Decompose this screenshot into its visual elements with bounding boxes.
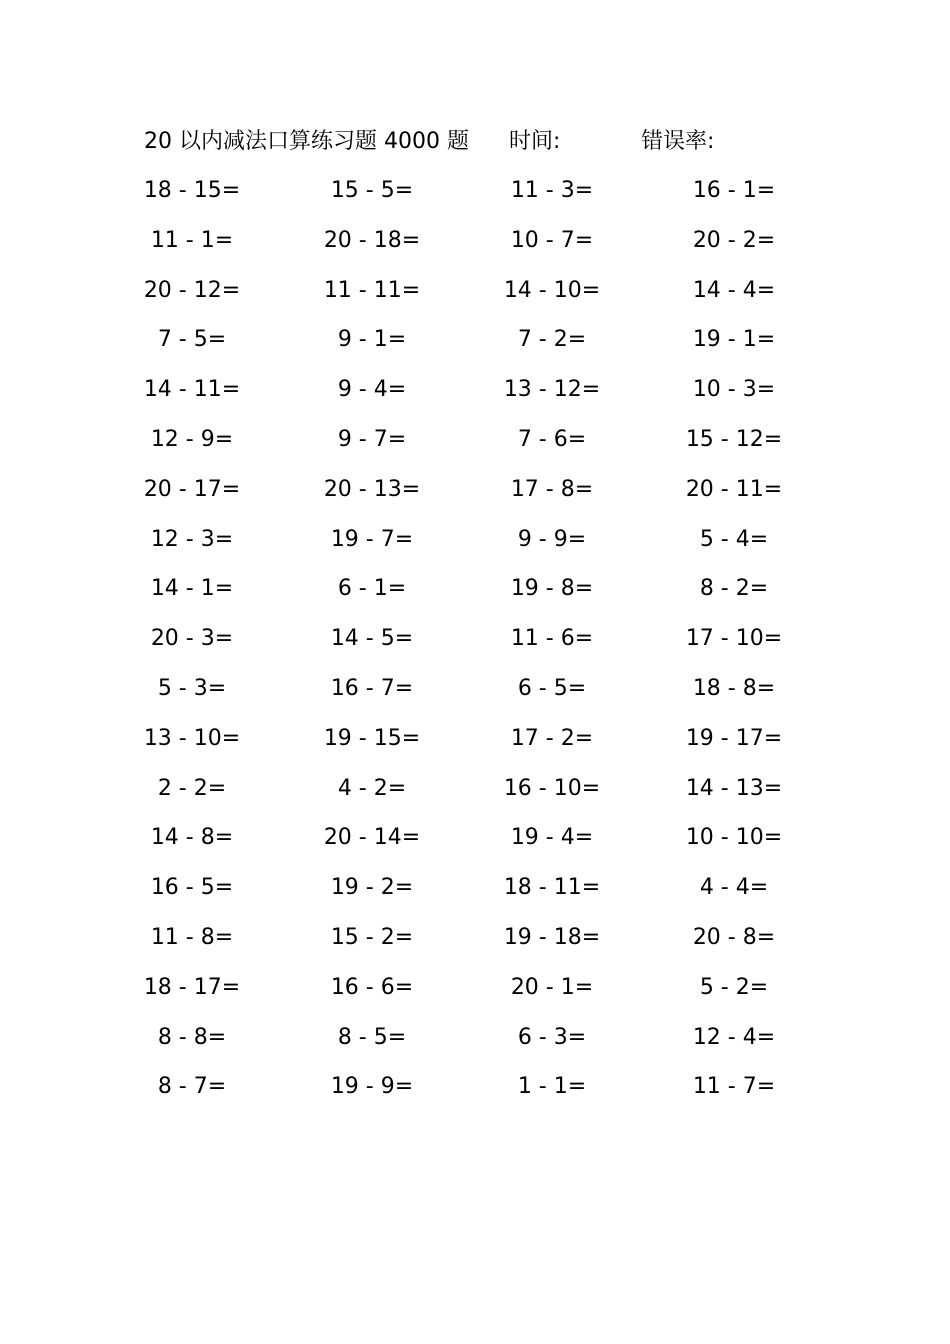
problem-row (0, 822, 950, 872)
problem-row (0, 1022, 950, 1072)
problem-row (0, 673, 950, 723)
subtraction-problem: 2 - 2= (157, 775, 227, 801)
subtraction-problem: 20 - 8= (692, 924, 776, 950)
subtraction-problem: 19 - 7= (330, 526, 414, 552)
problem-row (0, 872, 950, 922)
worksheet-title: 20 以内减法口算练习题 4000 题 (144, 129, 469, 154)
problem-row (0, 573, 950, 623)
subtraction-problem: 18 - 8= (692, 675, 776, 701)
subtraction-problem: 12 - 4= (692, 1024, 776, 1050)
subtraction-problem: 7 - 5= (157, 327, 227, 353)
subtraction-problem: 14 - 5= (330, 626, 414, 652)
problem-row (0, 474, 950, 524)
subtraction-problem: 20 - 3= (150, 626, 234, 652)
problem-row (0, 275, 950, 325)
subtraction-problem: 6 - 5= (517, 675, 587, 701)
subtraction-problem: 20 - 11= (685, 476, 783, 502)
subtraction-problem: 5 - 3= (157, 675, 227, 701)
problem-row (0, 225, 950, 275)
subtraction-problem: 4 - 4= (699, 875, 769, 901)
worksheet-header (144, 126, 784, 158)
subtraction-problem: 20 - 2= (692, 227, 776, 253)
subtraction-problem: 18 - 11= (503, 875, 601, 901)
subtraction-problem: 17 - 8= (510, 476, 594, 502)
subtraction-problem: 9 - 1= (337, 327, 407, 353)
subtraction-problem: 16 - 1= (692, 178, 776, 203)
subtraction-problem: 8 - 5= (337, 1024, 407, 1050)
subtraction-problem: 5 - 4= (699, 526, 769, 552)
subtraction-problem: 12 - 3= (150, 526, 234, 552)
subtraction-problem: 8 - 8= (157, 1024, 227, 1050)
subtraction-problem: 1 - 1= (517, 1074, 587, 1100)
subtraction-problem: 19 - 2= (330, 875, 414, 901)
time-label: 时间: (509, 129, 561, 154)
problem-row (0, 773, 950, 823)
subtraction-problem: 14 - 13= (685, 775, 783, 801)
problem-row (0, 524, 950, 574)
subtraction-problem: 19 - 9= (330, 1074, 414, 1100)
subtraction-problem: 9 - 9= (517, 526, 587, 552)
subtraction-problem: 14 - 11= (143, 377, 241, 403)
problem-row (0, 922, 950, 972)
problem-row (0, 1071, 950, 1121)
subtraction-problem: 17 - 10= (685, 626, 783, 652)
subtraction-problem: 14 - 1= (150, 576, 234, 602)
subtraction-problem: 11 - 3= (510, 178, 594, 203)
subtraction-problem: 19 - 17= (685, 725, 783, 751)
problem-row (0, 424, 950, 474)
subtraction-problem: 8 - 2= (699, 576, 769, 602)
subtraction-problem: 9 - 7= (337, 426, 407, 452)
subtraction-problem: 11 - 11= (323, 277, 421, 303)
subtraction-problem: 14 - 4= (692, 277, 776, 303)
subtraction-problem: 10 - 10= (685, 825, 783, 851)
subtraction-problem: 10 - 7= (510, 227, 594, 253)
subtraction-problem: 9 - 4= (337, 377, 407, 403)
subtraction-problem: 18 - 15= (143, 178, 241, 203)
problem-row (0, 623, 950, 673)
subtraction-problem: 17 - 2= (510, 725, 594, 751)
subtraction-problem: 15 - 2= (330, 924, 414, 950)
subtraction-problem: 6 - 1= (337, 576, 407, 602)
subtraction-problem: 11 - 8= (150, 924, 234, 950)
subtraction-problem: 12 - 9= (150, 426, 234, 452)
subtraction-problem: 19 - 8= (510, 576, 594, 602)
subtraction-problem: 15 - 5= (330, 178, 414, 203)
subtraction-problem: 16 - 5= (150, 875, 234, 901)
error-rate-label: 错误率: (641, 129, 715, 154)
subtraction-problem: 11 - 6= (510, 626, 594, 652)
subtraction-problem: 6 - 3= (517, 1024, 587, 1050)
subtraction-problem: 5 - 2= (699, 974, 769, 1000)
subtraction-problem: 19 - 18= (503, 924, 601, 950)
subtraction-problem: 16 - 10= (503, 775, 601, 801)
subtraction-problem: 14 - 8= (150, 825, 234, 851)
subtraction-problem: 19 - 4= (510, 825, 594, 851)
problem-row (0, 175, 950, 225)
subtraction-problem: 13 - 10= (143, 725, 241, 751)
problem-grid (0, 175, 950, 1121)
subtraction-problem: 13 - 12= (503, 377, 601, 403)
subtraction-problem: 11 - 1= (150, 227, 234, 253)
subtraction-problem: 20 - 1= (510, 974, 594, 1000)
subtraction-problem: 7 - 2= (517, 327, 587, 353)
subtraction-problem: 20 - 18= (323, 227, 421, 253)
problem-row (0, 723, 950, 773)
subtraction-problem: 11 - 7= (692, 1074, 776, 1100)
subtraction-problem: 15 - 12= (685, 426, 783, 452)
subtraction-problem: 4 - 2= (337, 775, 407, 801)
subtraction-problem: 20 - 13= (323, 476, 421, 502)
subtraction-problem: 19 - 1= (692, 327, 776, 353)
subtraction-problem: 19 - 15= (323, 725, 421, 751)
problem-row (0, 972, 950, 1022)
subtraction-problem: 20 - 14= (323, 825, 421, 851)
subtraction-problem: 16 - 7= (330, 675, 414, 701)
subtraction-problem: 14 - 10= (503, 277, 601, 303)
subtraction-problem: 20 - 12= (143, 277, 241, 303)
subtraction-problem: 20 - 17= (143, 476, 241, 502)
subtraction-problem: 16 - 6= (330, 974, 414, 1000)
subtraction-problem: 8 - 7= (157, 1074, 227, 1100)
subtraction-problem: 18 - 17= (143, 974, 241, 1000)
problem-row (0, 324, 950, 374)
subtraction-problem: 7 - 6= (517, 426, 587, 452)
subtraction-problem: 10 - 3= (692, 377, 776, 403)
problem-row (0, 374, 950, 424)
